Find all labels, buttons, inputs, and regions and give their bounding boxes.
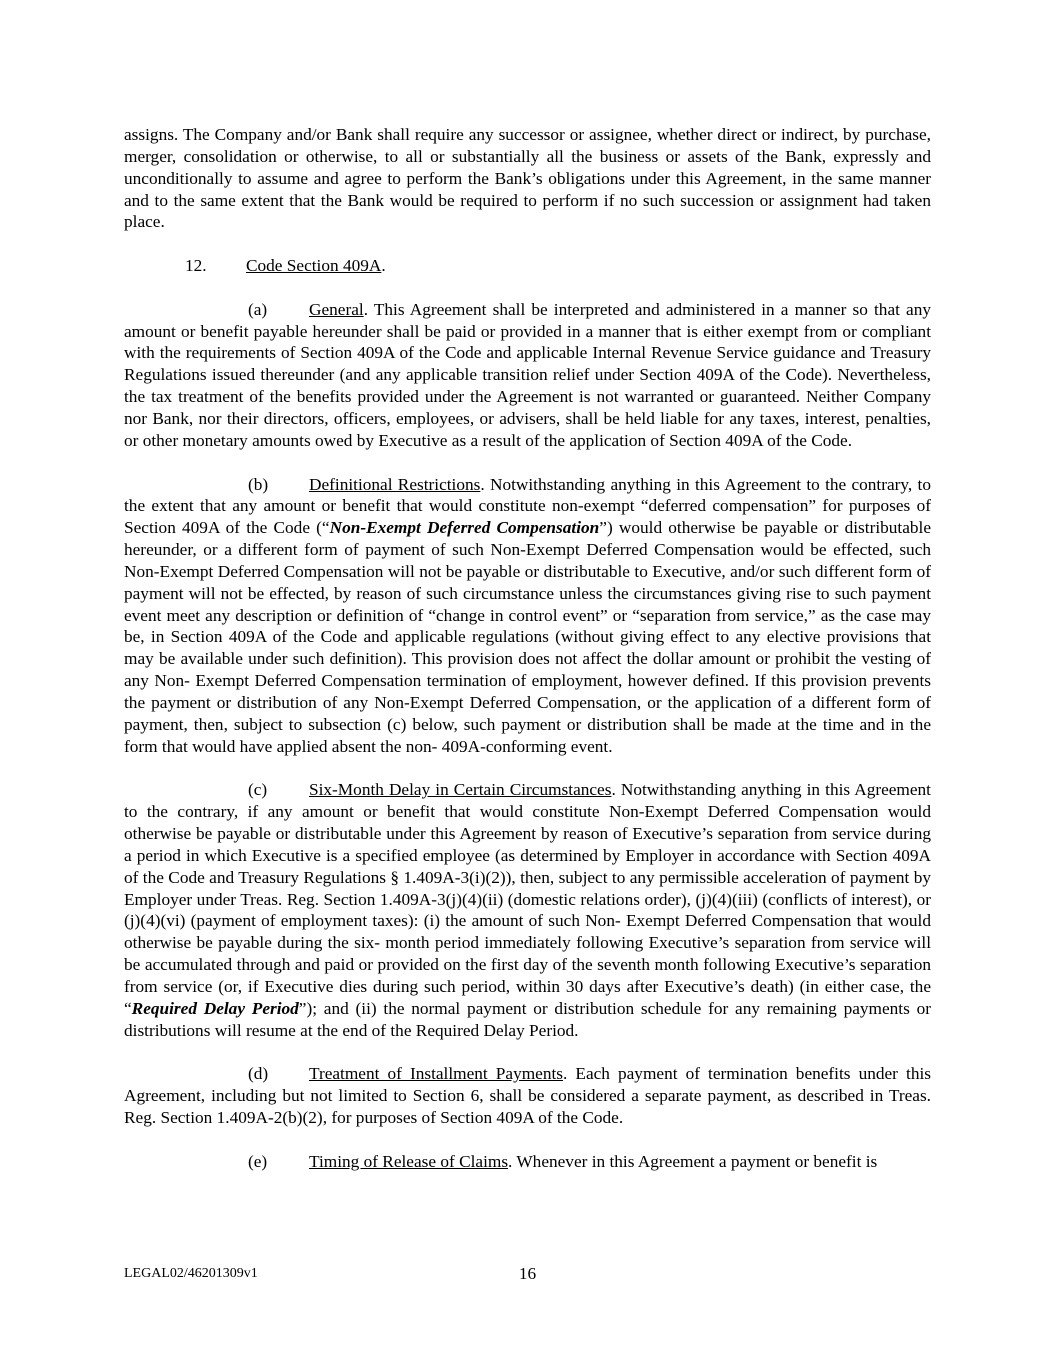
section-title: Code Section 409A xyxy=(246,256,382,276)
subsection-e xyxy=(124,1151,931,1173)
subsection-c-marker: (c) xyxy=(248,780,268,800)
footer-document-id: LEGAL02/46201309v1 xyxy=(124,1266,258,1281)
section-number: 12. xyxy=(185,256,207,276)
subsection-e-marker: (e) xyxy=(248,1151,268,1171)
subsection-e-text: . Whenever in this Agreement a payment or benefit is xyxy=(508,1151,878,1171)
subsection-b-text-1: . Notwithstanding anything in this Agreement to the contrary, to the extent that any amount or benefit that would constitute non-exempt “deferred compensation” for purposes of Section 409A of the Code (“ xyxy=(124,474,931,538)
footer-page-number: 16 xyxy=(518,1264,537,1283)
subsection-b xyxy=(124,474,931,758)
subsection-c-text-1: . Notwithstanding anything in this Agreement to the contrary, if any amount or benefit that would constitute Non-Exempt Deferred Compensation would otherwise be payable or distributable under this Agreement by reason of Executive’s separation from service during a period in which Executive is a specified employee (as determined by Employer in accordance with Section 409A of the Code and Treasury Regulations § 1.409A-3(i)(2)), then, subject to any permissible acceleration of payment by Employer under Treas. Reg. Section 1.409A-3(j)(4)(ii) (domestic relations order), (j)(4)(iii) (conflicts of interest), or (j)(4)(vi) (payment of employment taxes): (i) the amount of such Non- Exempt Deferred Compensation that would otherwise be payable during the six- month period immediately following Executive’s separation from service will be accumulated through and paid or provided on the first day of the seventh month following Executive’s separation from service (or, if Executive dies during such period, within 30 days after Executive’s death) (in either case, the “ xyxy=(124,780,931,1018)
subsection-d-marker: (d) xyxy=(248,1064,269,1084)
subsection-c-text-2: ”); and (ii) the normal payment or distribution schedule for any remaining payments or distributions will resume at the end of the Required Delay Period. xyxy=(124,998,931,1040)
subsection-a-text: . This Agreement shall be interpreted and administered in a manner so that any amount or benefit payable hereunder shall be paid or provided in a manner that is either exempt from or compliant with the requirements of Section 409A of the Code and applicable Internal Revenue Service guidance and Treasury Regulations issued thereunder (and any applicable transition relief under Section 409A of the Code). Nevertheless, the tax treatment of the benefits provided under the Agreement is not warranted or guaranteed. Neither Company nor Bank, nor their directors, officers, employees, or advisers, shall be held liable for any taxes, interest, penalties, or other monetary amounts owed by Executive as a result of the application of Section 409A of the Code. xyxy=(124,299,931,450)
subsection-b-title: Definitional Restrictions xyxy=(309,474,481,494)
subsection-a-title: General xyxy=(309,299,364,319)
subsection-c xyxy=(124,779,931,1041)
subsection-c-defined-term: Required Delay Period xyxy=(131,998,299,1018)
document-page xyxy=(124,124,931,1194)
intro-paragraph: assigns. The Company and/or Bank shall require any successor or assignee, whether direct or indirect, by purchase, merger, consolidation or otherwise, to all or substantially all the business or assets of the Bank, expressly and unconditionally to assume and agree to perform the Bank’s obligations under this Agreement, in the same manner and to the same extent that the Bank would be required to perform if no such succession or assignment had taken place. xyxy=(124,125,931,232)
subsection-b-marker: (b) xyxy=(248,474,269,494)
subsection-a xyxy=(124,299,931,452)
section-title-end: . xyxy=(381,256,386,276)
subsection-a-marker: (a) xyxy=(248,299,268,319)
subsection-e-title: Timing of Release of Claims xyxy=(309,1151,509,1171)
subsection-c-title: Six-Month Delay in Certain Circumstances xyxy=(309,780,612,800)
subsection-d xyxy=(124,1063,931,1129)
subsection-d-title: Treatment of Installment Payments xyxy=(309,1064,563,1084)
subsection-b-defined-term: Non-Exempt Deferred Compensation xyxy=(329,518,600,538)
subsection-b-text-2: ”) would otherwise be payable or distributable hereunder, or a different form of payment of such Non-Exempt Deferred Compensation would be effected, such Non-Exempt Deferred Compensation will not be payable or distributable to Executive, and/or such different form of payment will not be effected, by reason of such circumstance unless the circumstances giving rise to such payment event meet any description or definition of “change in control event” or “separation from service,” as the case may be, in Section 409A of the Code and applicable regulations (without giving effect to any elective provisions that may be available under such definition). This provision does not affect the dollar amount or prohibit the vesting of any Non- Exempt Deferred Compensation termination of employment, however defined. If this provision prevents the payment or distribution of any Non-Exempt Deferred Compensation, or the application of a different form of payment, then, subject to subsection (c) below, such payment or distribution shall be made at the time and in the form that would have applied absent the non- 409A-conforming event. xyxy=(124,518,932,756)
section-12-heading xyxy=(124,255,931,277)
subsection-d-text: . Each payment of termination benefits under this Agreement, including but not limited to Section 6, shall be considered a separate payment, as described in Treas. Reg. Section 1.409A-2(b)(2), for purposes of Section 409A of the Code. xyxy=(124,1064,931,1127)
